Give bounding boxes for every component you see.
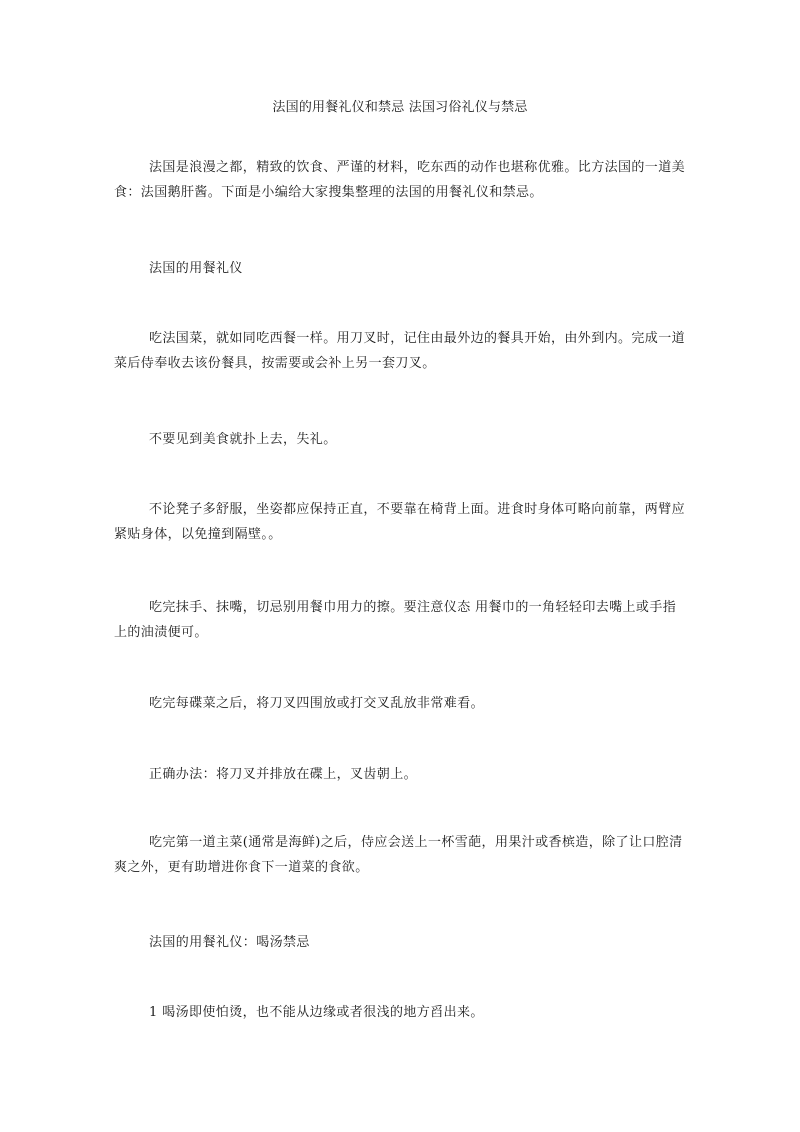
section-heading-dining-etiquette: 法国的用餐礼仪: [149, 261, 243, 276]
paragraph-cutlery-placement-right: 正确办法：将刀叉并排放在碟上，叉齿朝上。: [149, 767, 418, 782]
paragraph-cutlery-placement-wrong: 吃完每碟菜之后，将刀叉四围放或打交叉乱放非常难看。: [149, 696, 485, 711]
paragraph-napkin: 吃完抹手、抹嘴，切忌别用餐巾用力的擦。要注意仪态 用餐巾的一角轻轻印去嘴上或手指上的油渍便可。: [114, 600, 677, 640]
paragraph-intro: 法国是浪漫之都，精致的饮食、严谨的材料，吃东西的动作也堪称优雅。比方法国的一道美食：法国鹅肝酱。下面是小编给大家搜集整理的法国的用餐礼仪和禁忌。: [114, 160, 686, 200]
paragraph-sorbet: 吃完第一道主菜(通常是海鲜)之后，侍应会送上一杯雪葩，用果汁或香槟造，除了让口腔清爽之外，更有助增进你食下一道菜的食欲。: [114, 835, 683, 875]
paragraph-posture: 不论凳子多舒服，坐姿都应保持正直，不要靠在椅背上面。进食时身体可略向前靠，两臂应紧贴身体，以免撞到隔壁。。: [114, 502, 686, 542]
page-title: 法国的用餐礼仪和禁忌 法国习俗礼仪与禁忌: [272, 100, 528, 115]
section-heading-soup-taboos: 法国的用餐礼仪：喝汤禁忌: [149, 935, 310, 950]
paragraph-soup-rule-1: 1 喝汤即使怕烫，也不能从边缘或者很浅的地方舀出来。: [149, 1005, 484, 1020]
paragraph-no-rushing: 不要见到美食就扑上去，失礼。: [149, 432, 337, 447]
paragraph-cutlery-order: 吃法国菜，就如同吃西餐一样。用刀叉时，记住由最外边的餐具开始，由外到内。完成一道菜后侍奉收去该份餐具，按需要或会补上另一套刀叉。: [114, 331, 686, 371]
